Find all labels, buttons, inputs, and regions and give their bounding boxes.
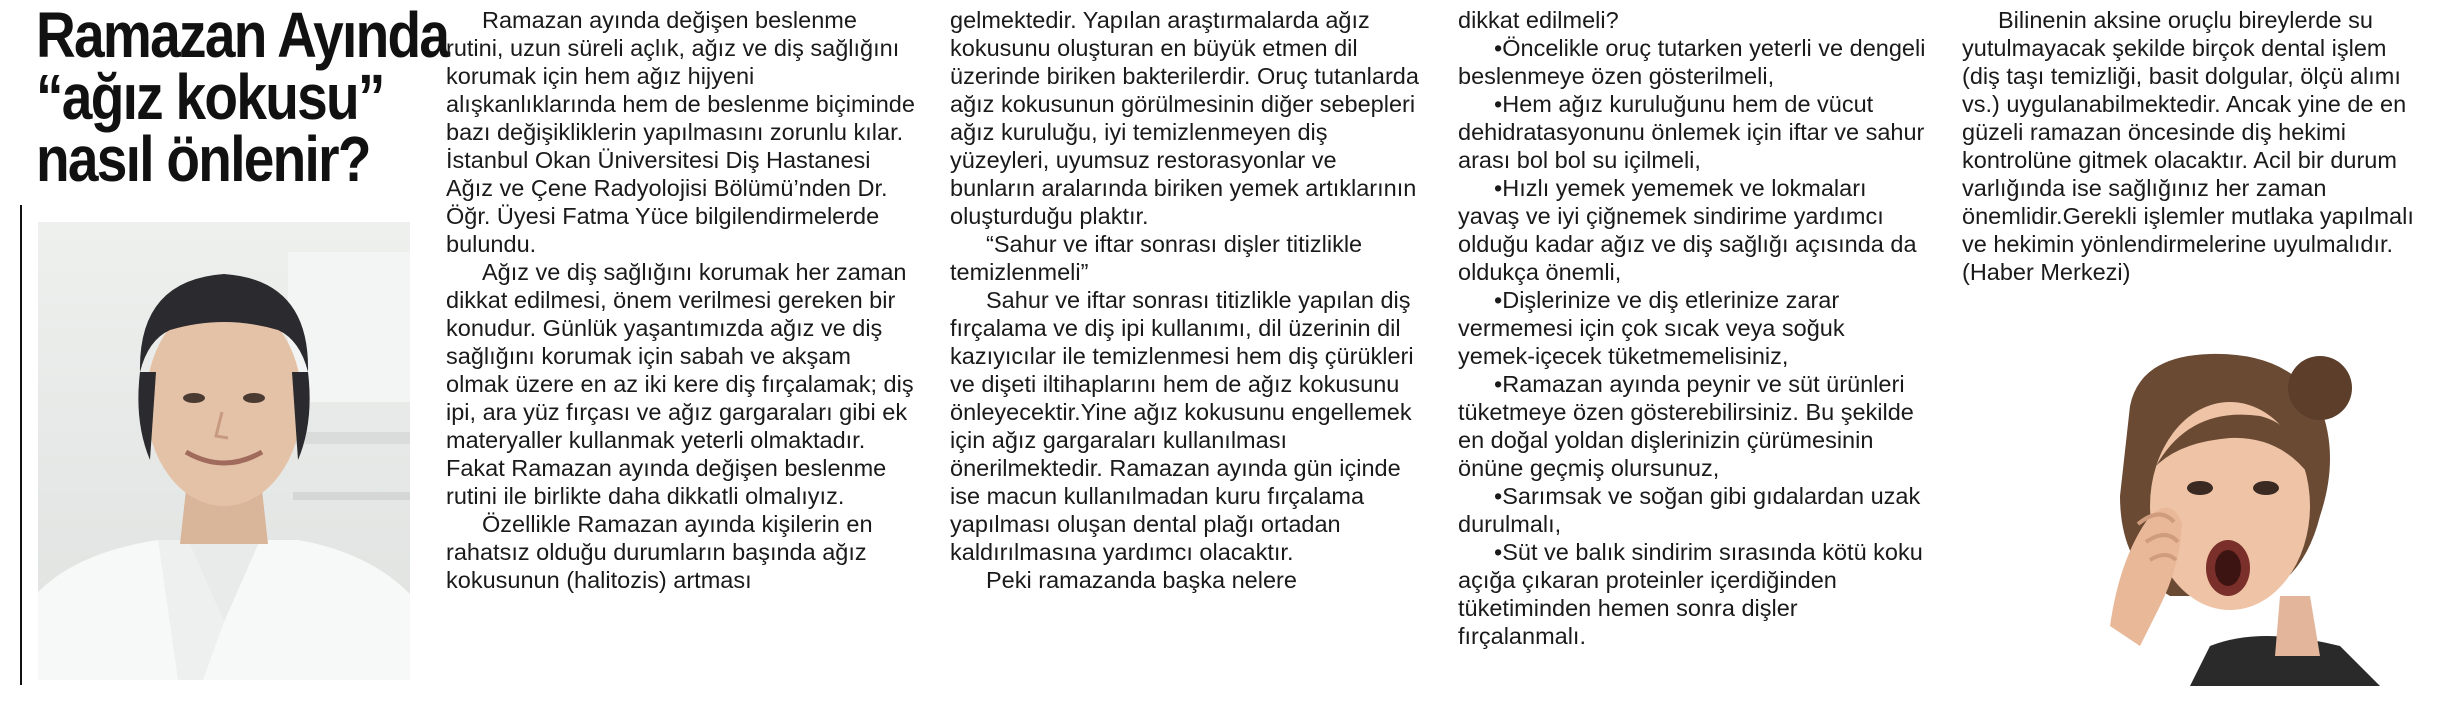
- headline-line: Ramazan Ayında: [36, 0, 449, 71]
- woman-photo: [1960, 346, 2404, 686]
- bullet-item: •Öncelikle oruç tutarken yeterli ve dengeli beslenmeye özen gösterilmeli,: [1458, 35, 1926, 89]
- article-column-4: [1962, 6, 2422, 286]
- bullet-item: •Süt ve balık sindirim sırasında kötü koku açığa çıkaran proteinler içerdiğinden tüketiminden hemen sonra dişler fırçalanmalı.: [1458, 539, 1923, 649]
- paragraph: Özellikle Ramazan ayında kişilerin en rahatsız olduğu durumların başında ağız kokusunun (halitozis) artması: [446, 511, 873, 593]
- bullet-item: •Dişlerinize ve diş etlerinize zarar vermemesi için çok sıcak veya soğuk yemek-içecek tüketmemelisiniz,: [1458, 287, 1845, 369]
- doctor-photo: [38, 222, 410, 680]
- paragraph: gelmektedir. Yapılan araştırmalarda ağız kokusunu oluşturan en büyük etmen dil üzerinde biriken bakterilerdir. Oruç tutanlarda ağız kokusunun görülmesinin diğer sebepleri ağız kuruluğu, iyi temizlenmeyen diş yüzeyleri, uyumsuz restorasyonlar ve bunların aralarında biriken yemek artıklarının oluşturduğu plaktır.: [950, 7, 1419, 229]
- column-rule: [20, 205, 22, 685]
- doctor-portrait-image: [38, 222, 410, 680]
- woman-breath-image: [1960, 346, 2404, 686]
- bullet-item: •Hızlı yemek yememek ve lokmaları yavaş ve iyi çiğnemek sindirime yardımcı olduğu kadar ağız ve diş sağlığı açısında da oldukça önemli,: [1458, 175, 1917, 285]
- article-column-1: [446, 6, 920, 594]
- paragraph: Ağız ve diş sağlığını korumak her zaman dikkat edilmesi, önem verilmesi gereken bir konudur. Günlük yaşantımızda ağız ve diş sağlığını korumak için sabah ve akşam olmak üzere en az iki kere diş fırçalamak; diş ipi, ara yüz fırçası ve ağız gargaraları gibi ek materyaller kullanmak yeterli olmaktadır. Fakat Ramazan ayında değişen beslenme rutini ile birlikte daha dikkatli olmalıyız.: [446, 259, 914, 509]
- bullet-item: •Ramazan ayında peynir ve süt ürünleri tüketmeye özen gösterebilirsiniz. Bu şekilde en doğal yoldan dişlerinizin çürümesinin önüne geçmiş olursunuz,: [1458, 371, 1914, 481]
- headline-line: “ağız kokusu”: [36, 61, 384, 133]
- paragraph: dikkat edilmeli?: [1458, 7, 1619, 33]
- article-column-3: [1458, 6, 1928, 650]
- article-column-2: [950, 6, 1426, 594]
- paragraph: Sahur ve iftar sonrası titizlikle yapılan diş fırçalama ve diş ipi kullanımı, dil üzerinin dil kazıyıcılar ile temizlenmesi hem diş çürükleri ve dişeti iltihaplarını hem de ağız kokusunu önleyecektir.Yine ağız kokusunu engellemek için ağız gargaraları kullanılması önerilmektedir. Ramazan ayında gün içinde ise macun kullanılmadan kuru fırçalama yapılması oluşan dental plağı ortadan kaldırılmasına yardımcı olacaktır.: [950, 287, 1414, 565]
- paragraph: Bilinenin aksine oruçlu bireylerde su yutulmayacak şekilde birçok dental işlem (diş taşı temizliği, basit dolgular, ölçü alımı vs.) uygulanabilmektedir. Ancak yine de en güzeli ramazan öncesinde diş hekimi kontrolüne gitmek olacaktır. Acil bir durum varlığında ise sağlığınız her zaman önemlidir.Gerekli işlemler mutlaka yapılmalı ve hekimin yönlendirmelerine uyulmalıdır. (Haber Merkezi): [1962, 7, 2414, 285]
- paragraph: Ramazan ayında değişen beslenme rutini, uzun süreli açlık, ağız ve diş sağlığını korumak için hem ağız hijyeni alışkanlıklarında hem de beslenme biçiminde bazı değişikliklerin yapılmasını zorunlu kılar. İstanbul Okan Üniversitesi Diş Hastanesi Ağız ve Çene Radyolojisi Bölümü’nden Dr. Öğr. Üyesi Fatma Yüce bilgilendirmelerde bulundu.: [446, 7, 915, 257]
- bullet-item: •Sarımsak ve soğan gibi gıdalardan uzak durulmalı,: [1458, 483, 1921, 537]
- subheading: “Sahur ve iftar sonrası dişler titizlikle temizlenmeli”: [950, 231, 1363, 285]
- headline: [36, 0, 449, 195]
- headline-line: nasıl önlenir?: [36, 123, 370, 195]
- paragraph: Peki ramazanda başka nelere: [986, 567, 1297, 593]
- bullet-item: •Hem ağız kuruluğunu hem de vücut dehidratasyonunu önlemek için iftar ve sahur arası bol bol su içilmeli,: [1458, 91, 1925, 173]
